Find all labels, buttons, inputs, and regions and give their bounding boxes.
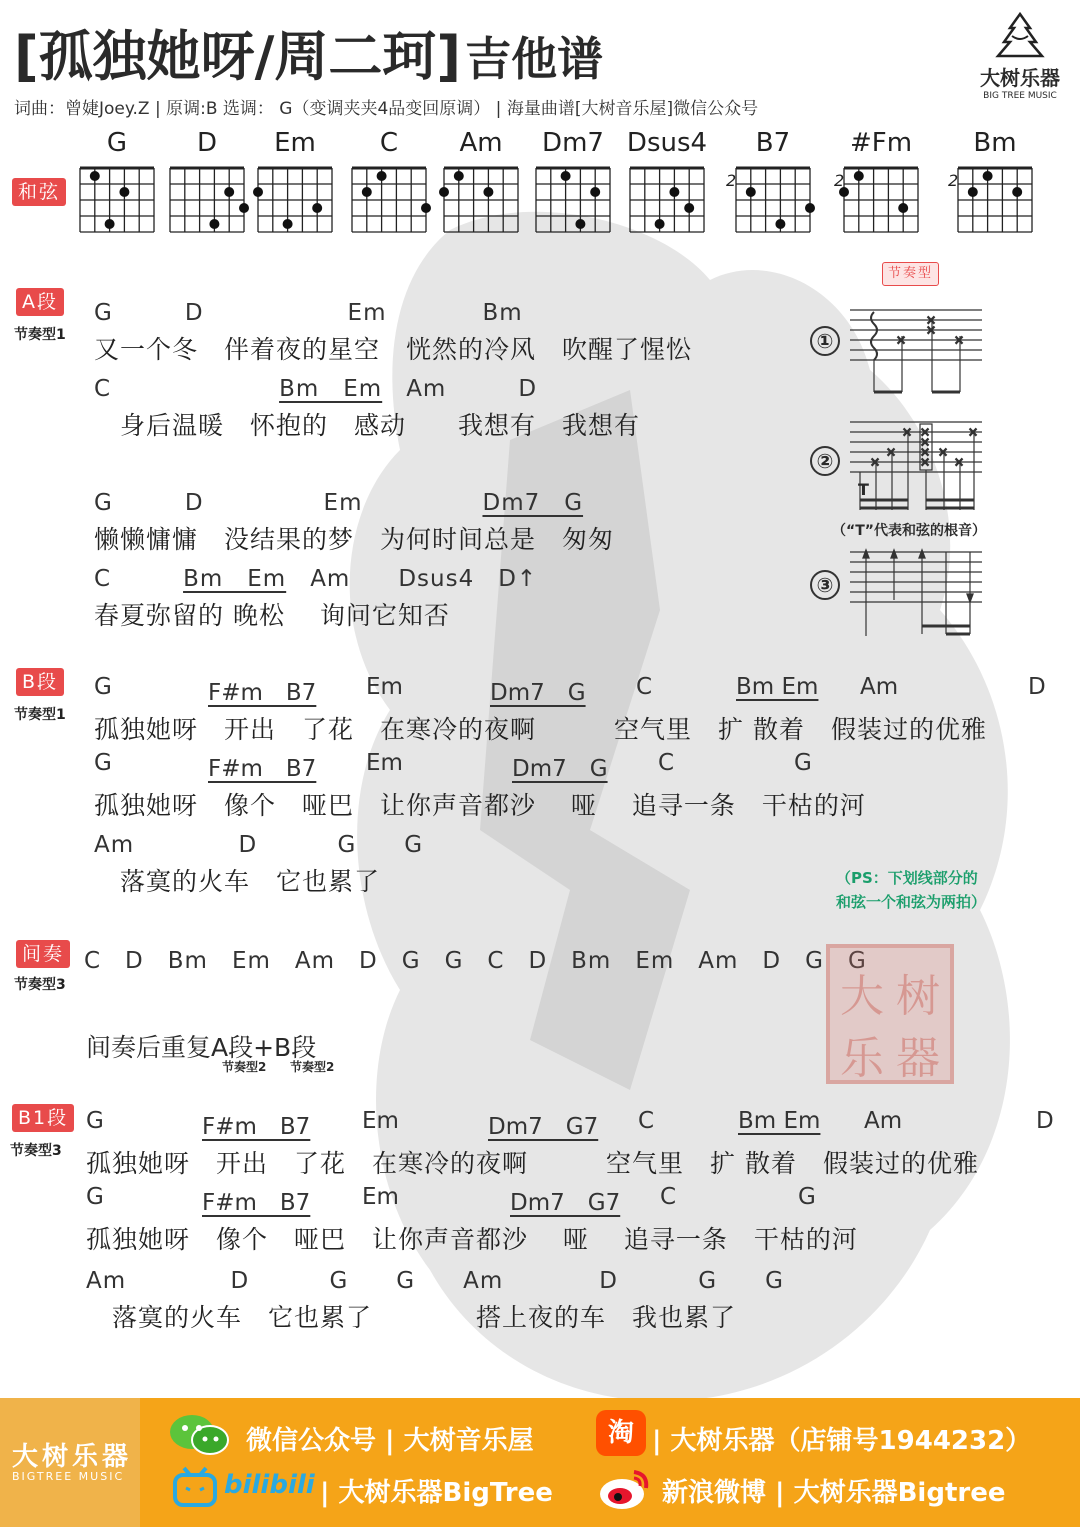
a-row4-chords <box>94 560 537 593</box>
b1-row1-lyrics: 孤独她呀 开出 了花 在寒冷的夜啊 空气里 扩 散着 假装过的优雅 <box>86 1149 979 1178</box>
chord-grid <box>528 160 618 238</box>
chord-text: Am Dsus4 D↑ <box>286 566 538 592</box>
repeat-rhythm-a: 节奏型2 <box>222 1060 267 1074</box>
chord-name: Dsus4 <box>626 128 708 158</box>
chord-name: B7 <box>755 128 791 158</box>
a-row4-lyrics: 春夏弥留的 晚松 询问它知否 <box>94 601 450 630</box>
chord-grid <box>344 160 434 238</box>
interlude-chords: C D Bm Em Am D G G C D Bm Em Am D G G <box>84 948 867 974</box>
weibo-text[interactable]: 新浪微博 | 大树乐器Bigtree <box>662 1478 1006 1508</box>
svg-text:×: × <box>926 323 937 337</box>
chord-underlined: Dm7 G <box>482 490 584 516</box>
b-row3-lyrics: 落寞的火车 它也累了 <box>94 867 381 896</box>
seal-stamp <box>826 944 954 1084</box>
svg-text:×: × <box>920 425 931 439</box>
chord-grid <box>436 160 526 238</box>
b1-row2-chord: Em <box>362 1184 399 1210</box>
svg-text:×: × <box>896 333 907 347</box>
b-row2-chord: F#m B7 <box>208 756 317 782</box>
wechat-text[interactable]: 微信公众号 | 大树音乐屋 <box>246 1426 534 1456</box>
b1-row3-lyrics: 落寞的火车 它也累了 搭上夜的车 我也累了 <box>86 1303 737 1332</box>
b-row2-lyrics: 孤独她呀 像个 哑巴 让你声音都沙 哑 追寻一条 干枯的河 <box>94 791 866 820</box>
b1-row3-chords: Am D G G Am D G G <box>86 1268 784 1294</box>
title-text: [孤独她呀/周二珂] <box>14 25 462 88</box>
b1-row1-chord: Am <box>864 1108 903 1134</box>
chord-text: G D Em <box>94 490 483 516</box>
rhythm-patterns-svg <box>846 300 996 640</box>
svg-text:×: × <box>902 425 913 439</box>
seal-char: 大 <box>840 971 884 1022</box>
seal-char: 乐 <box>840 1033 884 1084</box>
section-b-tag: B段 <box>16 668 64 696</box>
b1-row2-chord-g: G <box>86 1184 105 1210</box>
ps-line2: 和弦一个和弦为两拍） <box>836 893 987 911</box>
chord-name: Bm <box>973 128 1017 158</box>
interlude-rhythm: 节奏型3 <box>14 977 66 993</box>
footer-brand-name: 大树乐器 <box>12 1442 133 1472</box>
svg-text:×: × <box>954 455 965 469</box>
repeat-note: 间奏后重复A段+B段 <box>86 1033 317 1062</box>
b-row2-chord: C <box>658 750 675 776</box>
svg-text:×: × <box>920 455 931 469</box>
b1-row1-chord: Bm Em <box>738 1108 821 1134</box>
chord-text: C <box>94 566 184 592</box>
chord-diagram <box>622 128 712 238</box>
chord-name: D <box>196 128 218 158</box>
svg-text:×: × <box>926 313 937 327</box>
chord-grid <box>162 160 252 238</box>
chord-grid <box>836 160 926 238</box>
t-letter: T <box>858 480 869 499</box>
section-a-rhythm: 节奏型1 <box>14 327 66 343</box>
b-row1-chord: Am <box>860 674 899 700</box>
seal-char: 器 <box>896 1033 940 1084</box>
a-row1-chords: G D Em Bm <box>94 300 523 326</box>
chord-grid <box>950 160 1040 238</box>
song-title <box>14 14 603 91</box>
ps-line1: （PS：下划线部分的 <box>836 869 978 887</box>
b-row1-lyrics: 孤独她呀 开出 了花 在寒冷的夜啊 空气里 扩 散着 假装过的优雅 <box>94 715 987 744</box>
chord-tag: 和弦 <box>12 178 66 206</box>
svg-text:×: × <box>954 333 965 347</box>
logo-en: BIG TREE MUSIC <box>983 91 1057 101</box>
tree-logo-icon <box>990 12 1050 60</box>
ps-note <box>836 866 986 914</box>
b-row1-chord: Dm7 G <box>490 680 586 706</box>
b1-row2-chord: G <box>798 1184 816 1210</box>
chord-grid <box>622 160 712 238</box>
brand-logo <box>972 12 1068 101</box>
bilibili-icon <box>172 1466 218 1508</box>
rhythm-2-number: ② <box>810 446 840 476</box>
section-b1-rhythm: 节奏型3 <box>10 1143 62 1159</box>
svg-text:2: 2 <box>834 171 845 190</box>
chord-name: G <box>106 128 128 158</box>
chord-name: Em <box>274 128 316 158</box>
wechat-icon <box>168 1412 232 1458</box>
footer-brand <box>0 1398 140 1527</box>
b1-row1-chord: C <box>638 1108 655 1134</box>
b-row1-chord: D <box>1028 674 1046 700</box>
section-b-rhythm: 节奏型1 <box>14 707 66 723</box>
t-note: （“T”代表和弦的根音） <box>832 523 986 539</box>
a-row1-lyrics: 又一个冬 伴着夜的星空 恍然的冷风 吹醒了惺忪 <box>94 335 693 364</box>
b-row3-chords: Am D G G <box>94 832 424 858</box>
chord-underlined: Bm Em <box>183 566 287 592</box>
chord-name: Am <box>459 128 503 158</box>
chord-name: C <box>379 128 399 158</box>
svg-text:×: × <box>886 445 897 459</box>
chord-diagram <box>72 128 162 238</box>
rhythm-panel-tag: 节奏型 <box>882 262 939 286</box>
chord-diagram <box>528 128 618 238</box>
chord-grid <box>728 160 818 238</box>
b1-row2-chord: Dm7 G7 <box>510 1190 621 1216</box>
seal-char: 树 <box>896 971 940 1022</box>
b1-row2-chord: C <box>660 1184 677 1210</box>
svg-text:2: 2 <box>948 171 959 190</box>
chord-diagram <box>344 128 434 238</box>
b1-row1-chord: F#m B7 <box>202 1114 311 1140</box>
chord-text: Am D <box>382 376 538 402</box>
b-row2-chord: Em <box>366 750 403 776</box>
b1-row1-chord-g: G <box>86 1108 105 1134</box>
svg-text:2: 2 <box>726 171 737 190</box>
interlude-tag: 间奏 <box>16 940 70 968</box>
bilibili-text[interactable]: | 大树乐器BigTree <box>320 1478 553 1508</box>
footer-brand-en: BIGTREE MUSIC <box>12 1470 125 1483</box>
chord-grid <box>72 160 162 238</box>
chord-grid <box>250 160 340 238</box>
svg-text:×: × <box>920 435 931 449</box>
taobao-icon: 淘 <box>596 1410 646 1456</box>
weibo-icon <box>596 1466 652 1512</box>
repeat-rhythm-b: 节奏型2 <box>290 1060 335 1074</box>
b-row1-chord-g: G <box>94 674 113 700</box>
chord-diagram <box>436 128 526 238</box>
chord-diagram <box>728 128 818 238</box>
chord-diagram <box>836 128 926 238</box>
b1-row2-chord: F#m B7 <box>202 1190 311 1216</box>
b-row2-chord-g: G <box>94 750 113 776</box>
footer-bar <box>0 1398 1080 1527</box>
svg-text:×: × <box>920 445 931 459</box>
b1-row1-chord: D <box>1036 1108 1054 1134</box>
logo-name: 大树乐器 <box>980 66 1060 90</box>
chord-name: Dm7 <box>542 128 604 158</box>
b1-row1-chord: Em <box>362 1108 399 1134</box>
section-a-tag: A段 <box>16 288 64 316</box>
b-row2-chord: Dm7 G <box>512 756 608 782</box>
bilibili-label: bilibili <box>224 1470 315 1500</box>
chord-underlined: Bm Em <box>279 376 383 402</box>
b-row1-chord: F#m B7 <box>208 680 317 706</box>
b-row1-chord: C <box>636 674 653 700</box>
svg-text:×: × <box>968 425 979 439</box>
credits-line: 词曲：曾婕Joey.Z | 原调:B 选调： G（变调夹夹4品变回原调） | 海量曲谱[大树音乐屋]微信公众号 <box>14 99 759 119</box>
rhythm-3-number: ③ <box>810 570 840 600</box>
title-suffix: 吉他谱 <box>465 32 604 86</box>
b-row1-chord: Em <box>366 674 403 700</box>
chord-name: #Fm <box>849 128 913 158</box>
a-row3-chords <box>94 484 583 517</box>
b1-row2-lyrics: 孤独她呀 像个 哑巴 让你声音都沙 哑 追寻一条 干枯的河 <box>86 1225 858 1254</box>
chord-diagram <box>950 128 1040 238</box>
rhythm-1-number: ① <box>810 326 840 356</box>
chord-text: C <box>94 376 280 402</box>
a-row3-lyrics: 懒懒慵慵 没结果的梦 为何时间总是 匆匆 <box>94 525 615 554</box>
svg-text:×: × <box>938 445 949 459</box>
svg-text:×: × <box>870 455 881 469</box>
a-row2-lyrics: 身后温暖 怀抱的 感动 我想有 我想有 <box>94 411 641 440</box>
chord-diagram <box>162 128 252 238</box>
a-row2-chords <box>94 370 537 403</box>
b-row2-chord: G <box>794 750 812 776</box>
b1-row1-chord: Dm7 G7 <box>488 1114 599 1140</box>
b-row1-chord: Bm Em <box>736 674 819 700</box>
taobao-text[interactable]: | 大树乐器（店铺号1944232） <box>652 1426 1032 1456</box>
section-b1-tag: B1段 <box>12 1104 74 1132</box>
chord-diagram <box>250 128 340 238</box>
